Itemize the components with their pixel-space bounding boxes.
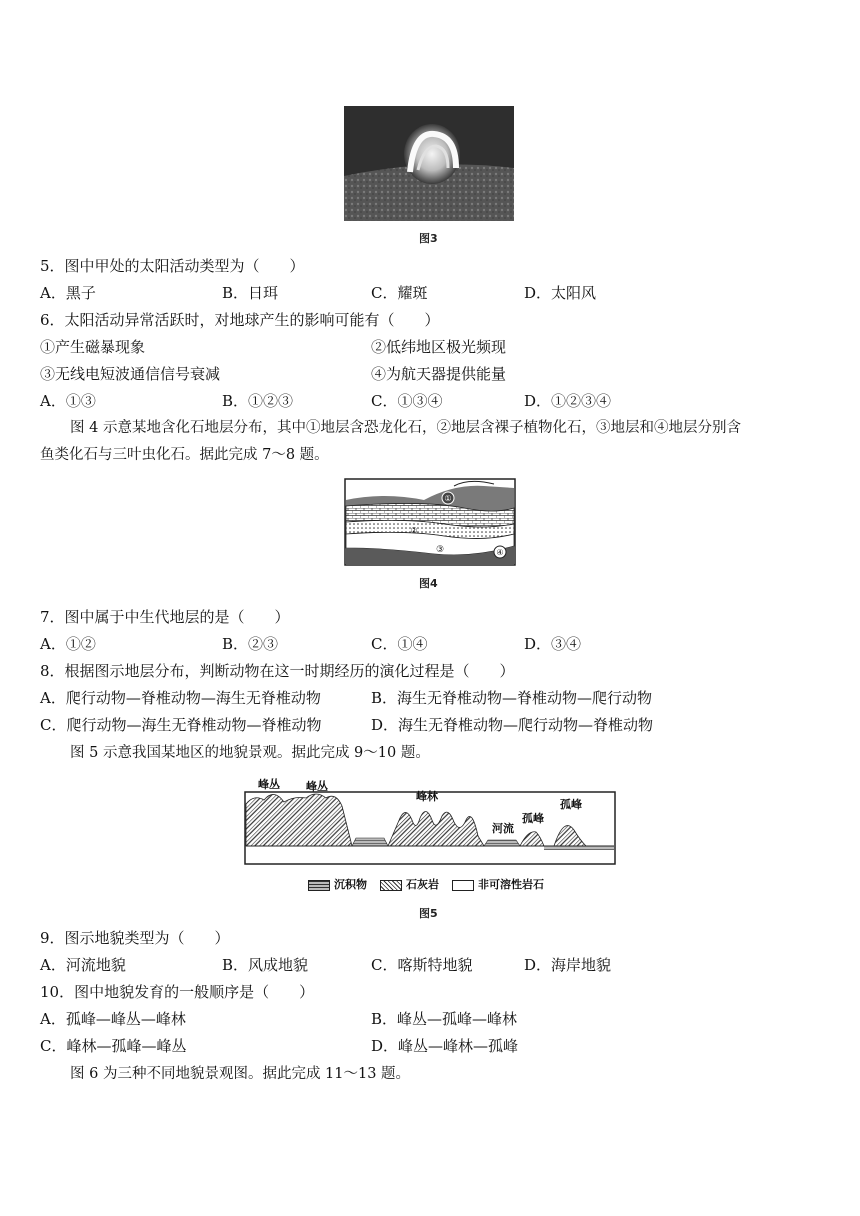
figure-4-caption: 图4 xyxy=(419,577,438,590)
intro-7-8-line-2: 鱼类化石与三叶虫化石。据此完成 7～8 题。 xyxy=(40,447,329,463)
question-7-option-d[interactable]: D．③④ xyxy=(524,635,582,653)
karst-profile xyxy=(244,776,616,866)
sediment-swatch xyxy=(308,880,330,891)
question-6-item-2: ②低纬地区极光频现 xyxy=(371,338,507,356)
intro-7-8-line-1: 图 4 示意某地含化石地层分布，其中①地层含恐龙化石，②地层含裸子植物化石，③地层和④地层分别含 xyxy=(70,420,741,436)
limestone-swatch xyxy=(380,880,402,891)
question-7-stem: 7．图中属于中生代地层的是（ ） xyxy=(40,608,290,626)
question-9-option-c[interactable]: C．喀斯特地貌 xyxy=(371,956,473,974)
question-7-option-b[interactable]: B．②③ xyxy=(222,635,279,653)
question-7-option-a[interactable]: A．①② xyxy=(40,635,96,653)
question-7-option-c[interactable]: C．①④ xyxy=(371,635,428,653)
label-river: 河流 xyxy=(492,822,514,835)
question-5-option-d[interactable]: D．太阳风 xyxy=(524,284,597,302)
question-10-option-a[interactable]: A．孤峰—峰丛—峰林 xyxy=(40,1010,186,1028)
question-6-stem: 6．太阳活动异常活跃时，对地球产生的影响可能有（ ） xyxy=(40,311,440,329)
question-9-option-b[interactable]: B．风成地貌 xyxy=(222,956,309,974)
label-fengcong-1: 峰丛 xyxy=(258,778,280,791)
figure-5-karst-landscape xyxy=(244,776,616,866)
question-6-item-3: ③无线电短波通信信号衰减 xyxy=(40,365,221,383)
label-gufeng-1: 孤峰 xyxy=(522,812,544,825)
question-10-option-d[interactable]: D．峰丛—峰林—孤峰 xyxy=(371,1037,519,1055)
question-10-option-c[interactable]: C．峰林—孤峰—峰丛 xyxy=(40,1037,187,1055)
strata-mark-1: ① xyxy=(444,494,452,503)
strata-mark-3: ③ xyxy=(435,545,445,555)
question-9-option-a[interactable]: A．河流地貌 xyxy=(40,956,126,974)
question-6-option-d[interactable]: D．①②③④ xyxy=(524,392,612,410)
question-10-stem: 10．图中地貌发育的一般顺序是（ ） xyxy=(40,983,315,1001)
question-8-option-a[interactable]: A．爬行动物—脊椎动物—海生无脊椎动物 xyxy=(40,689,321,707)
legend-limestone: 石灰岩 xyxy=(380,876,439,892)
strata-diagram xyxy=(344,478,516,568)
legend-sediment: 沉积物 xyxy=(308,876,367,892)
question-8-option-b[interactable]: B．海生无脊椎动物—脊椎动物—爬行动物 xyxy=(371,689,653,707)
figure-4-strata xyxy=(344,478,516,568)
label-fenglin: 峰林 xyxy=(416,790,438,803)
question-5-option-a[interactable]: A．黑子 xyxy=(40,284,96,302)
question-8-option-d[interactable]: D．海生无脊椎动物—爬行动物—脊椎动物 xyxy=(371,716,654,734)
question-5-stem: 5．图中甲处的太阳活动类型为（ ） xyxy=(40,257,305,275)
question-6-option-a[interactable]: A．①③ xyxy=(40,392,96,410)
label-gufeng-2: 孤峰 xyxy=(560,798,582,811)
strata-mark-4: ④ xyxy=(496,548,504,557)
label-fengcong-2: 峰丛 xyxy=(306,780,328,793)
question-9-option-d[interactable]: D．海岸地貌 xyxy=(524,956,612,974)
figure-5-caption: 图5 xyxy=(419,907,438,920)
question-6-item-4: ④为航天器提供能量 xyxy=(371,365,507,383)
question-5-option-c[interactable]: C．耀斑 xyxy=(371,284,428,302)
question-6-option-b[interactable]: B．①②③ xyxy=(222,392,294,410)
question-8-option-c[interactable]: C．爬行动物—海生无脊椎动物—脊椎动物 xyxy=(40,716,322,734)
question-6-item-1: ①产生磁暴现象 xyxy=(40,338,146,356)
intro-9-10: 图 5 示意我国某地区的地貌景观。据此完成 9～10 题。 xyxy=(70,745,430,761)
question-8-stem: 8．根据图示地层分布，判断动物在这一时期经历的演化过程是（ ） xyxy=(40,662,515,680)
question-5-option-b[interactable]: B．日珥 xyxy=(222,284,279,302)
legend-nonsoluble: 非可溶性岩石 xyxy=(452,876,544,892)
strata-mark-2: ② xyxy=(410,526,418,535)
question-9-stem: 9．图示地貌类型为（ ） xyxy=(40,929,230,947)
solar-prominence-image xyxy=(344,106,514,221)
intro-11-13: 图 6 为三种不同地貌景观图。据此完成 11～13 题。 xyxy=(70,1066,411,1082)
question-6-option-c[interactable]: C．①③④ xyxy=(371,392,443,410)
figure-3-solar-photo xyxy=(344,106,514,221)
nonsoluble-swatch xyxy=(452,880,474,891)
question-10-option-b[interactable]: B．峰丛—孤峰—峰林 xyxy=(371,1010,518,1028)
figure-3-caption: 图3 xyxy=(419,232,438,245)
